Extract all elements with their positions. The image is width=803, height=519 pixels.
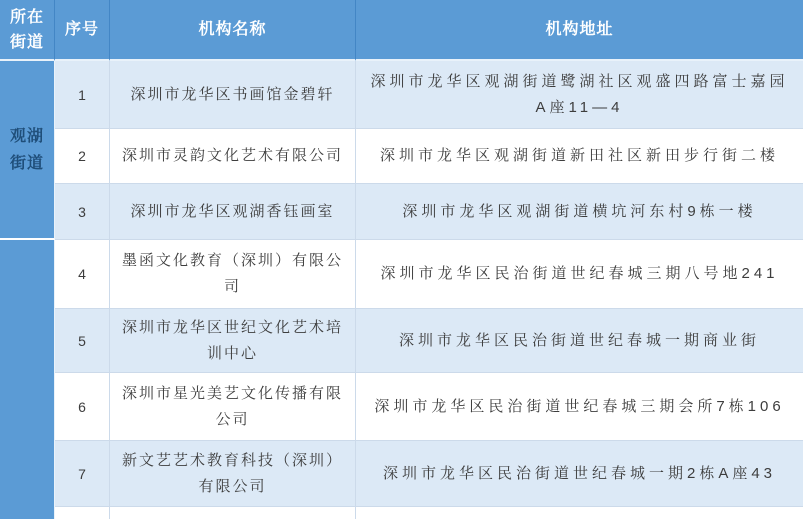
header-cell-no: 序号	[55, 0, 110, 61]
table-row	[0, 184, 803, 240]
cell-no: 5	[55, 309, 110, 373]
cell-no: 6	[55, 373, 110, 441]
cell-no: 4	[55, 240, 110, 309]
header-row	[0, 0, 803, 61]
header-cell-address: 机构地址	[356, 0, 803, 61]
cell-address: 深圳市龙华区观湖街道鹭湖社区观盛四路富士嘉园A座11—4	[356, 61, 803, 129]
cell-no: 1	[55, 61, 110, 129]
table-row	[0, 441, 803, 507]
cell-address	[356, 507, 803, 519]
table-row	[0, 129, 803, 184]
cell-address: 深圳市龙华区观湖街道横坑河东村9栋一楼	[356, 184, 803, 240]
cell-name: 深圳市龙华区世纪文化艺术培训中心	[110, 309, 356, 373]
table-row	[0, 373, 803, 441]
cell-name: 深圳市灵韵文化艺术有限公司	[110, 129, 356, 184]
table-row-partial	[0, 507, 803, 519]
cell-name: 墨函文化教育（深圳）有限公司	[110, 240, 356, 309]
cell-name: 深圳市龙华区观湖香钰画室	[110, 184, 356, 240]
cell-name	[110, 507, 356, 519]
cell-no: 2	[55, 129, 110, 184]
cell-no	[55, 507, 110, 519]
cell-address: 深圳市龙华区民治街道世纪春城一期商业街	[356, 309, 803, 373]
cell-address: 深圳市龙华区民治街道世纪春城一期2栋A座43	[356, 441, 803, 507]
cell-address: 深圳市龙华区民治街道世纪春城三期八号地241	[356, 240, 803, 309]
cell-name: 深圳市龙华区书画馆金碧轩	[110, 61, 356, 129]
table-header	[0, 0, 803, 61]
header-cell-name: 机构名称	[110, 0, 356, 61]
cell-address: 深圳市龙华区观湖街道新田社区新田步行街二楼	[356, 129, 803, 184]
cell-address: 深圳市龙华区民治街道世纪春城三期会所7栋106	[356, 373, 803, 441]
table-row	[0, 309, 803, 373]
cell-name: 深圳市星光美艺文化传播有限公司	[110, 373, 356, 441]
cell-no: 7	[55, 441, 110, 507]
table-body	[0, 61, 803, 519]
group-cell-guanhu: 观湖街道	[0, 61, 55, 240]
table-row	[0, 61, 803, 129]
group-cell-minzhi	[0, 240, 55, 519]
cell-no: 3	[55, 184, 110, 240]
cell-name: 新文艺艺术教育科技（深圳）有限公司	[110, 441, 356, 507]
header-cell-street: 所在街道	[0, 0, 55, 61]
table-row	[0, 240, 803, 309]
